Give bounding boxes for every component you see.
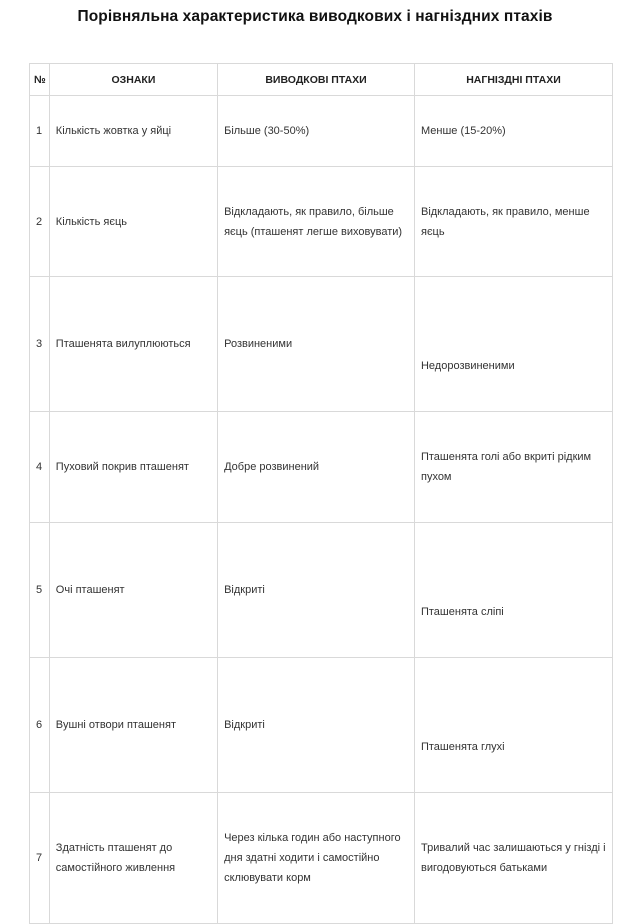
table-row xyxy=(30,96,613,167)
row-number: 4 xyxy=(30,412,50,523)
table-row xyxy=(30,277,613,412)
row-number: 2 xyxy=(30,167,50,277)
row-altricial: Пташенята сліпі xyxy=(414,523,612,658)
row-altricial: Тривалий час залишаються у гнізді і вигодовуються батьками xyxy=(414,793,612,924)
row-precocial: Відкриті xyxy=(218,523,415,658)
comparison-table xyxy=(29,63,613,924)
row-precocial: Розвиненими xyxy=(218,277,415,412)
row-number: 7 xyxy=(30,793,50,924)
row-number: 5 xyxy=(30,523,50,658)
row-precocial: Добре розвинений xyxy=(218,412,415,523)
row-precocial: Більше (30-50%) xyxy=(218,96,415,167)
row-sign: Пташенята вилуплюються xyxy=(49,277,217,412)
row-precocial: Відкриті xyxy=(218,658,415,793)
row-number: 6 xyxy=(30,658,50,793)
header-signs: ОЗНАКИ xyxy=(49,64,217,96)
row-precocial: Через кілька годин або наступного дня здатні ходити і самостійно склювувати корм xyxy=(218,793,415,924)
row-number: 3 xyxy=(30,277,50,412)
table-header-row xyxy=(30,64,613,96)
page-title: Порівняльна характеристика виводкових і нагніздних птахів xyxy=(77,8,553,25)
table-row xyxy=(30,658,613,793)
table-row xyxy=(30,412,613,523)
row-altricial: Відкладають, як правило, менше яєць xyxy=(414,167,612,277)
row-sign: Кількість жовтка у яйці xyxy=(49,96,217,167)
row-sign: Пуховий покрив пташенят xyxy=(49,412,217,523)
row-sign: Здатність пташенят до самостійного живлення xyxy=(49,793,217,924)
table-row xyxy=(30,793,613,924)
row-number: 1 xyxy=(30,96,50,167)
row-precocial: Відкладають, як правило, більше яєць (пташенят легше виховувати) xyxy=(218,167,415,277)
table-row xyxy=(30,167,613,277)
row-sign: Очі пташенят xyxy=(49,523,217,658)
row-altricial: Недорозвиненими xyxy=(414,277,612,412)
row-sign: Вушні отвори пташенят xyxy=(49,658,217,793)
row-altricial: Пташенята глухі xyxy=(414,658,612,793)
row-altricial: Пташенята голі або вкриті рідким пухом xyxy=(414,412,612,523)
header-number: № xyxy=(30,64,50,96)
table-row xyxy=(30,523,613,658)
header-altricial-birds: НАГНІЗДНІ ПТАХИ xyxy=(414,64,612,96)
row-altricial: Менше (15-20%) xyxy=(414,96,612,167)
row-sign: Кількість яєць xyxy=(49,167,217,277)
header-precocial-birds: ВИВОДКОВІ ПТАХИ xyxy=(218,64,415,96)
